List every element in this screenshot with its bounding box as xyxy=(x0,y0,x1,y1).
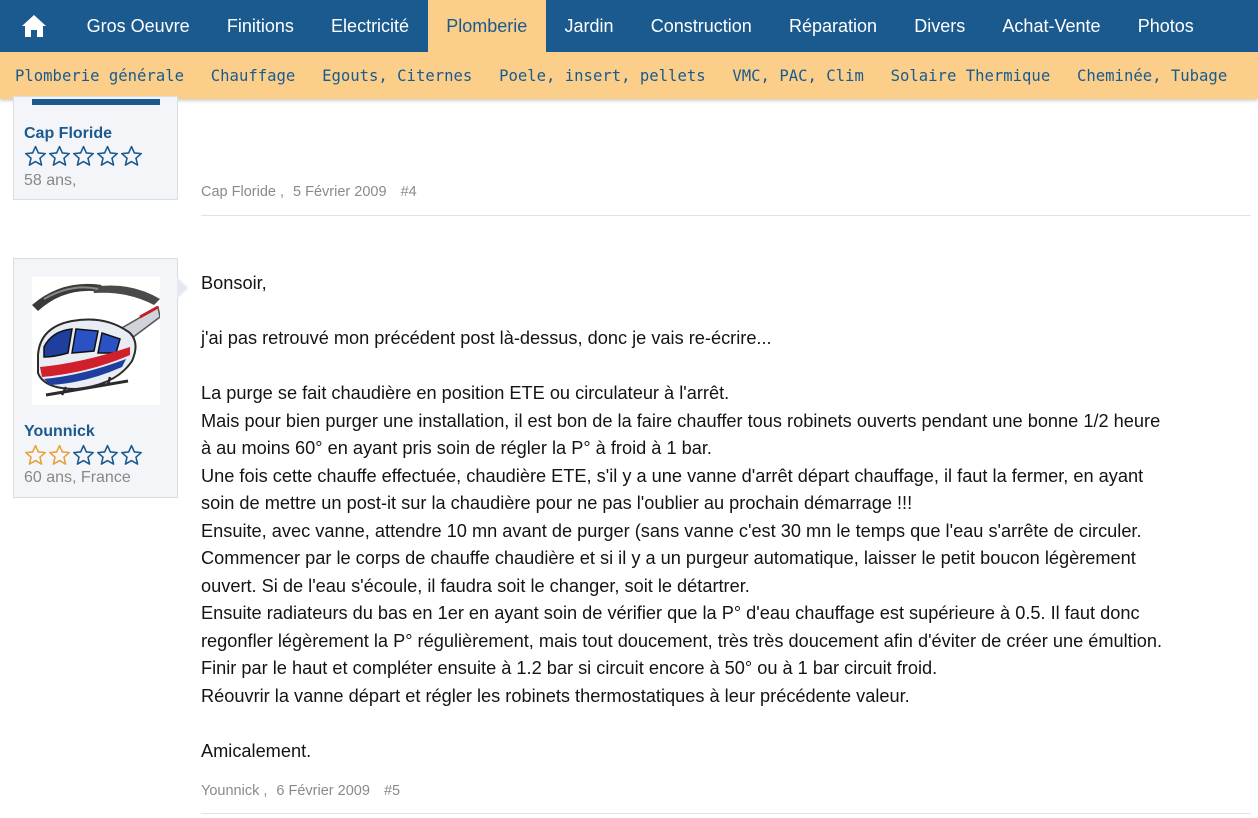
post-number-link[interactable]: #4 xyxy=(400,184,417,200)
helicopter-avatar-icon xyxy=(32,277,160,405)
meta-separator: , xyxy=(263,783,268,799)
post-body xyxy=(201,270,1251,765)
star-empty-icon xyxy=(72,444,95,466)
post-line: regonfler légèrement la P° régulièrement, mais tout doucement, très très doucement afin d'éviter de créer une émultion. xyxy=(201,630,1163,651)
post-blank-line xyxy=(201,710,1251,738)
post-author-link[interactable]: Younnick xyxy=(201,783,260,799)
user-rating xyxy=(24,444,143,466)
post-divider xyxy=(201,813,1251,814)
user-info: 58 ans, xyxy=(24,172,77,189)
post-blank-line xyxy=(201,298,1251,326)
subnav-plomberie-generale[interactable]: Plomberie générale xyxy=(15,66,184,85)
star-empty-icon xyxy=(120,444,143,466)
user-info: 60 ans, France xyxy=(24,469,131,486)
meta-separator: , xyxy=(279,184,285,200)
nav-tab-divers[interactable]: Divers xyxy=(914,15,966,36)
nav-tab-gros-oeuvre[interactable]: Gros Oeuvre xyxy=(86,15,190,36)
subnav-poele-insert-pellets[interactable]: Poele, insert, pellets xyxy=(499,66,706,85)
post-line: Commencer par le corps de chauffe chaudière et si il y a un purgeur automatique, laisser le petit boucon légèrement xyxy=(201,548,1136,568)
post-date-link[interactable]: 6 Février 2009 xyxy=(276,783,370,799)
star-filled-icon xyxy=(24,444,47,466)
post-number-link[interactable]: #5 xyxy=(383,783,401,799)
post-line: ouvert. Si de l'eau s'écoule, il faudra soit le changer, soit le détartrer. xyxy=(201,575,750,596)
sub-nav xyxy=(0,52,1258,99)
post-line: à au moins 60° en ayant pris soin de régler la P° à froid à 1 bar. xyxy=(201,438,712,458)
nav-tab-jardin[interactable]: Jardin xyxy=(564,15,614,36)
user-card xyxy=(13,96,178,200)
nav-tab-achat-vente[interactable]: Achat-Vente xyxy=(1002,15,1101,36)
username[interactable]: Cap Floride xyxy=(24,125,113,142)
post-line: Bonsoir, xyxy=(201,273,267,293)
home-icon xyxy=(21,14,47,38)
nav-tab-electricite[interactable]: Electricité xyxy=(331,15,410,36)
post-line: Amicalement. xyxy=(201,740,312,761)
post-date-link[interactable]: 5 Février 2009 xyxy=(293,184,387,200)
nav-tab-reparation[interactable]: Réparation xyxy=(788,15,878,36)
card-pointer xyxy=(177,277,188,299)
post-line: soin de mettre un post-it sur la chaudière pour ne pas l'oublier au prochain démarrage !!! xyxy=(201,493,913,513)
post-divider xyxy=(201,215,1251,216)
post-line: Réouvrir la vanne départ et régler les robinets thermostatiques à leur précédente valeur. xyxy=(201,685,910,706)
main-nav xyxy=(0,0,1258,52)
subnav-egouts-citernes[interactable]: Egouts, Citernes xyxy=(322,66,473,85)
avatar[interactable] xyxy=(32,277,160,405)
subnav-chauffage[interactable]: Chauffage xyxy=(210,66,296,85)
post-line: Ensuite radiateurs du bas en 1er en ayant soin de vérifier que la P° d'eau chauffage est supérieure à 0.5. Il faut donc xyxy=(201,603,1140,623)
home-button[interactable] xyxy=(0,0,68,52)
nav-tabs xyxy=(68,0,1212,52)
post-line: Une fois cette chauffe effectuée, chaudière ETE, s'il y a une vanne d'arrêt départ chauffage, il faut la fermer, en ayant xyxy=(201,465,1144,486)
avatar-bottom-edge xyxy=(32,99,160,105)
post-author-link[interactable]: Cap Floride xyxy=(201,184,276,200)
post-meta xyxy=(201,783,400,799)
post-line: Finir par le haut et compléter ensuite à 1.2 bar si circuit encore à 50° ou à 1 bar circuit froid. xyxy=(201,658,938,678)
nav-tab-photos[interactable]: Photos xyxy=(1137,15,1194,36)
post-line: La purge se fait chaudière en position ETE ou circulateur à l'arrêt. xyxy=(201,383,730,403)
subnav-cheminee-tubage[interactable]: Cheminée, Tubage xyxy=(1077,66,1228,85)
nav-tab-plomberie[interactable]: Plomberie xyxy=(428,0,546,52)
star-empty-icon xyxy=(72,145,95,167)
user-rating xyxy=(24,145,143,167)
post-line: j'ai pas retrouvé mon précédent post là-dessus, donc je vais re-écrire... xyxy=(201,328,772,348)
post-meta xyxy=(201,184,417,200)
username[interactable]: Younnick xyxy=(24,423,95,440)
star-empty-icon xyxy=(96,444,119,466)
star-filled-icon xyxy=(48,444,71,466)
post-line: Ensuite, avec vanne, attendre 10 mn avant de purger (sans vanne c'est 30 mn le temps que l'eau s'arrête de circuler. xyxy=(201,520,1142,541)
star-empty-icon xyxy=(24,145,47,167)
nav-tab-construction[interactable]: Construction xyxy=(650,15,752,36)
star-empty-icon xyxy=(120,145,143,167)
nav-tab-finitions[interactable]: Finitions xyxy=(226,15,294,36)
post-line: Mais pour bien purger une installation, il est bon de la faire chauffer tous robinets ouverts pendant une bonne 1/2 heure xyxy=(201,410,1161,431)
subnav-vmc-pac-clim[interactable]: VMC, PAC, Clim xyxy=(732,66,864,85)
star-empty-icon xyxy=(48,145,71,167)
star-empty-icon xyxy=(96,145,119,167)
post-blank-line xyxy=(201,353,1251,381)
subnav-solaire-thermique[interactable]: Solaire Thermique xyxy=(890,66,1051,85)
user-card xyxy=(13,258,178,498)
